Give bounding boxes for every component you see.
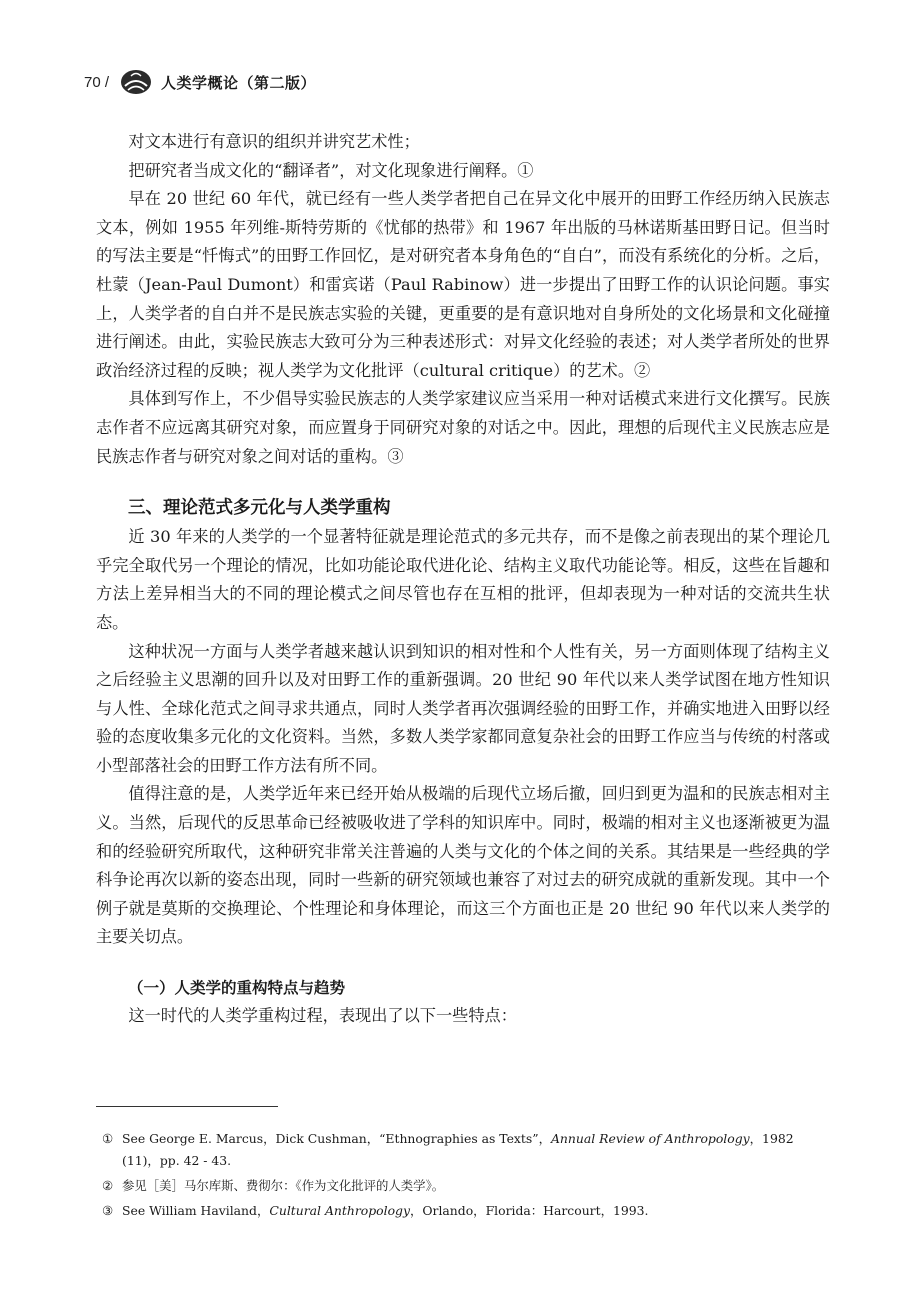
running-header <box>84 64 316 100</box>
footnote-marker: ③ <box>102 1203 114 1218</box>
paragraph: 值得注意的是，人类学近年来已经开始从极端的后现代立场后撤，回归到更为温和的民族志相对主义。当然，后现代的反思革命已经被吸收进了学科的知识库中。同时，极端的相对主义也逐渐被更为温和的经验研究所取代，这种研究非常关注普遍的人类与文化的个体之间的关系。其结果是一些经典的学科争论再次以新的姿态出现，同时一些新的研究领域也兼容了对过去的研究成就的重新发现。其中一个例子就是莫斯的交换理论、个性理论和身体理论，而这三个方面也正是 20 世纪 90 年代以来人类学的主要关切点。 <box>96 784 830 947</box>
section-heading: 三、理论范式多元化与人类学重构 <box>128 498 391 519</box>
book-logo-icon <box>119 67 153 97</box>
paragraph: 这一时代的人类学重构过程，表现出了以下一些特点： <box>128 1006 517 1026</box>
footnote <box>96 1175 830 1197</box>
footnote-text: See William Haviland， <box>122 1203 270 1218</box>
paragraph: 把研究者当成文化的“翻译者”，对文化现象进行阐释。① <box>128 160 534 180</box>
paragraph: 这种状况一方面与人类学者越来越认识到知识的相对性和个人性有关，另一方面则体现了结构主义之后经验主义思潮的回升以及对田野工作的重新强调。20 世纪 90 年代以来人类学试图在地方性知识与人性、全球化范式之间寻求共通点，同时人类学者再次强调经验的田野工作，并确实地进入田野以经验的态度收集多元化的文化资料。当然，多数人类学家都同意复杂社会的田野工作应当与传统的村落或小型部落社会的田野工作方法有所不同。 <box>96 641 830 775</box>
book-title: 人类学概论（第二版） <box>161 73 317 92</box>
footnote-divider <box>96 1106 278 1107</box>
body-text <box>96 128 830 1031</box>
paragraph: 对文本进行有意识的组织并讲究艺术性； <box>128 132 420 151</box>
footnote <box>96 1128 830 1172</box>
footnote-text: See George E. Marcus，Dick Cushman，“Ethnographies as Texts”， <box>122 1131 551 1146</box>
footnotes <box>96 1128 830 1225</box>
footnote-journal: Annual Review of Anthropology <box>550 1131 750 1146</box>
subsection-heading: （一）人类学的重构特点与趋势 <box>128 979 346 998</box>
footnote-text-end: ，1982 (11)，pp. 42 - 43. <box>122 1131 794 1168</box>
paragraph: 近 30 年来的人类学的一个显著特征就是理论范式的多元共存，而不是像之前表现出的某个理论几乎完全取代另一个理论的情况，比如功能论取代进化论、结构主义取代功能论等。相反，这些在旨趣和方法上差异相当大的不同的理论模式之间尽管也存在互相的批评，但却表现为一种对话的交流共生状态。 <box>96 527 830 632</box>
footnote-marker: ① <box>102 1131 114 1146</box>
paragraph: 早在 20 世纪 60 年代，就已经有一些人类学者把自己在异文化中展开的田野工作经历纳入民族志文本，例如 1955 年列维-斯特劳斯的《忧郁的热带》和 1967 年出版的马林诺斯基田野日记。但当时的写法主要是“忏悔式”的田野工作回忆，是对研究者本身角色的“自白”，而没有系统化的分析。之后，杜蒙（Jean-Paul Dumont）和雷宾诺（Paul Rabinow）进一步提出了田野工作的认识论问题。事实上，人类学者的自白并不是民族志实验的关键，更重要的是有意识地对自身所处的文化场景和文化碰撞进行阐述。由此，实验民族志大致可分为三种表述形式：对异文化经验的表述；对人类学者所处的世界政治经济过程的反映；视人类学为文化批评（cultural critique）的艺术。② <box>96 189 830 380</box>
footnote <box>96 1200 830 1222</box>
paragraph: 具体到写作上，不少倡导实验民族志的人类学家建议应当采用一种对话模式来进行文化撰写。民族志作者不应远离其研究对象，而应置身于同研究对象的对话之中。因此，理想的后现代主义民族志应是民族志作者与研究对象之间对话的重构。③ <box>96 389 830 466</box>
footnote-marker: ② <box>102 1178 114 1193</box>
footnote-text-end: ，Orlando，Florida：Harcourt，1993. <box>409 1203 649 1218</box>
footnote-text: 参见［美］马尔库斯、费彻尔：《作为文化批评的人类学》。 <box>122 1178 445 1193</box>
footnote-book-title: Cultural Anthropology <box>269 1203 410 1218</box>
page-number: 70 / <box>84 73 110 91</box>
